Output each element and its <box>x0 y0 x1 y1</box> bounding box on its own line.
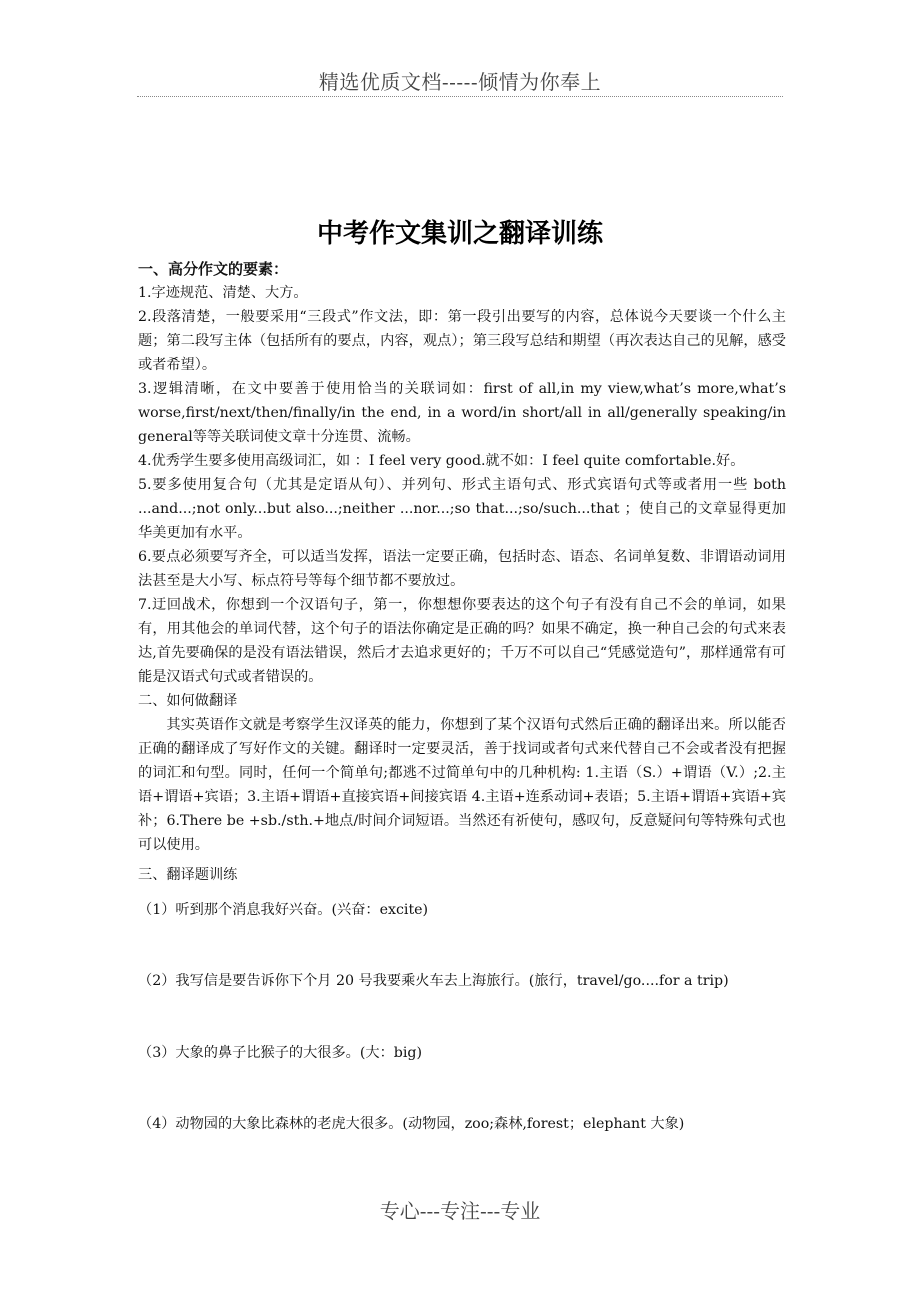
section-1-item: 1.字迹规范、清楚、大方。 <box>138 285 308 301</box>
section-1-heading: 一、高分作文的要素： <box>138 260 289 278</box>
question-2: （2）我写信是要告诉你下个月 20 号我要乘火车去上海旅行。(旅行，travel/go....for a trip) <box>138 973 729 989</box>
section-1-item: 6.要点必须要写齐全，可以适当发挥，语法一定要正确，包括时态、语态、名词单复数、非谓语动词用法甚至是大小写、标点符号等每个细节都不要放过。 <box>138 549 786 589</box>
section-2-heading: 二、如何做翻译 <box>138 693 238 709</box>
page-footer: 专心---专注---专业 <box>379 1199 541 1223</box>
question-4: （4）动物园的大象比森林的老虎大很多。(动物园，zoo;森林,forest；elephant 大象) <box>138 1116 685 1132</box>
question-1: （1）听到那个消息我好兴奋。(兴奋：excite) <box>138 902 429 918</box>
section-1-item: 2.段落清楚，一般要采用“三段式”作文法，即：第一段引出要写的内容，总体说今天要谈一个什么主题；第二段写主体（包括所有的要点，内容，观点）；第三段写总结和期望（再次表达自己的见解，感受或者希望）。 <box>138 309 786 373</box>
section-1-item: 4.优秀学生要多使用高级词汇，如 ：I feel very good.就不如：I feel quite comfortable.好。 <box>138 453 745 469</box>
section-1-item: 5.要多使用复合句（尤其是定语从句）、并列句、形式主语句式、形式宾语句式等或者用一些 both ...and...;not only...but also...;neither ...nor...;so that...;so/such...that ；使自己的文章显得更加华美更加有水平。 <box>138 477 786 541</box>
document-title: 中考作文集训之翻译训练 <box>316 219 603 249</box>
section-2-body: 其实英语作文就是考察学生汉译英的能力，你想到了某个汉语句式然后正确的翻译出来。所以能否正确的翻译成了写好作文的关键。翻译时一定要灵活，善于找词或者句式来代替自己不会或者没有把握的词汇和句型。同时，任何一个简单句;都逃不过简单句中的几种机构: 1.主语（S.）+谓语（V.）;2.主语+谓语+宾语；3.主语+谓语+直接宾语+间接宾语 4.主语+连系动词+表语；5.主语+谓语+宾语+宾补；6.There be +sb./sth.+地点/时间介词短语。当然还有祈使句，感叹句，反意疑问句等特殊句式也可以使用。 <box>138 717 786 853</box>
section-1-item: 7.迂回战术，你想到一个汉语句子，第一，你想想你要表达的这个句子有没有自己不会的单词，如果有，用其他会的单词代替，这个句子的语法你确定是正确的吗？如果不确定，换一种自己会的句式来表达,首先要确保的是没有语法错误，然后才去追求更好的；千万不可以自己“凭感觉造句”，那样通常有可能是汉语式句式或者错误的。 <box>138 597 786 685</box>
document-body <box>138 257 786 887</box>
header-divider <box>137 96 783 97</box>
question-3: （3）大象的鼻子比猴子的大很多。(大：big) <box>138 1045 422 1061</box>
section-1-item: 3.逻辑清晰，在文中要善于使用恰当的关联词如：first of all,in my view,what’s more,what’s worse,first/next/then/finally/in the end, in a word/in short/all in all/generally speaking/in general等等关联词使文章十分连贯、流畅。 <box>138 381 786 445</box>
page-header: 精选优质文档-----倾情为你奉上 <box>318 70 602 94</box>
section-3-heading: 三、翻译题训练 <box>138 867 238 883</box>
